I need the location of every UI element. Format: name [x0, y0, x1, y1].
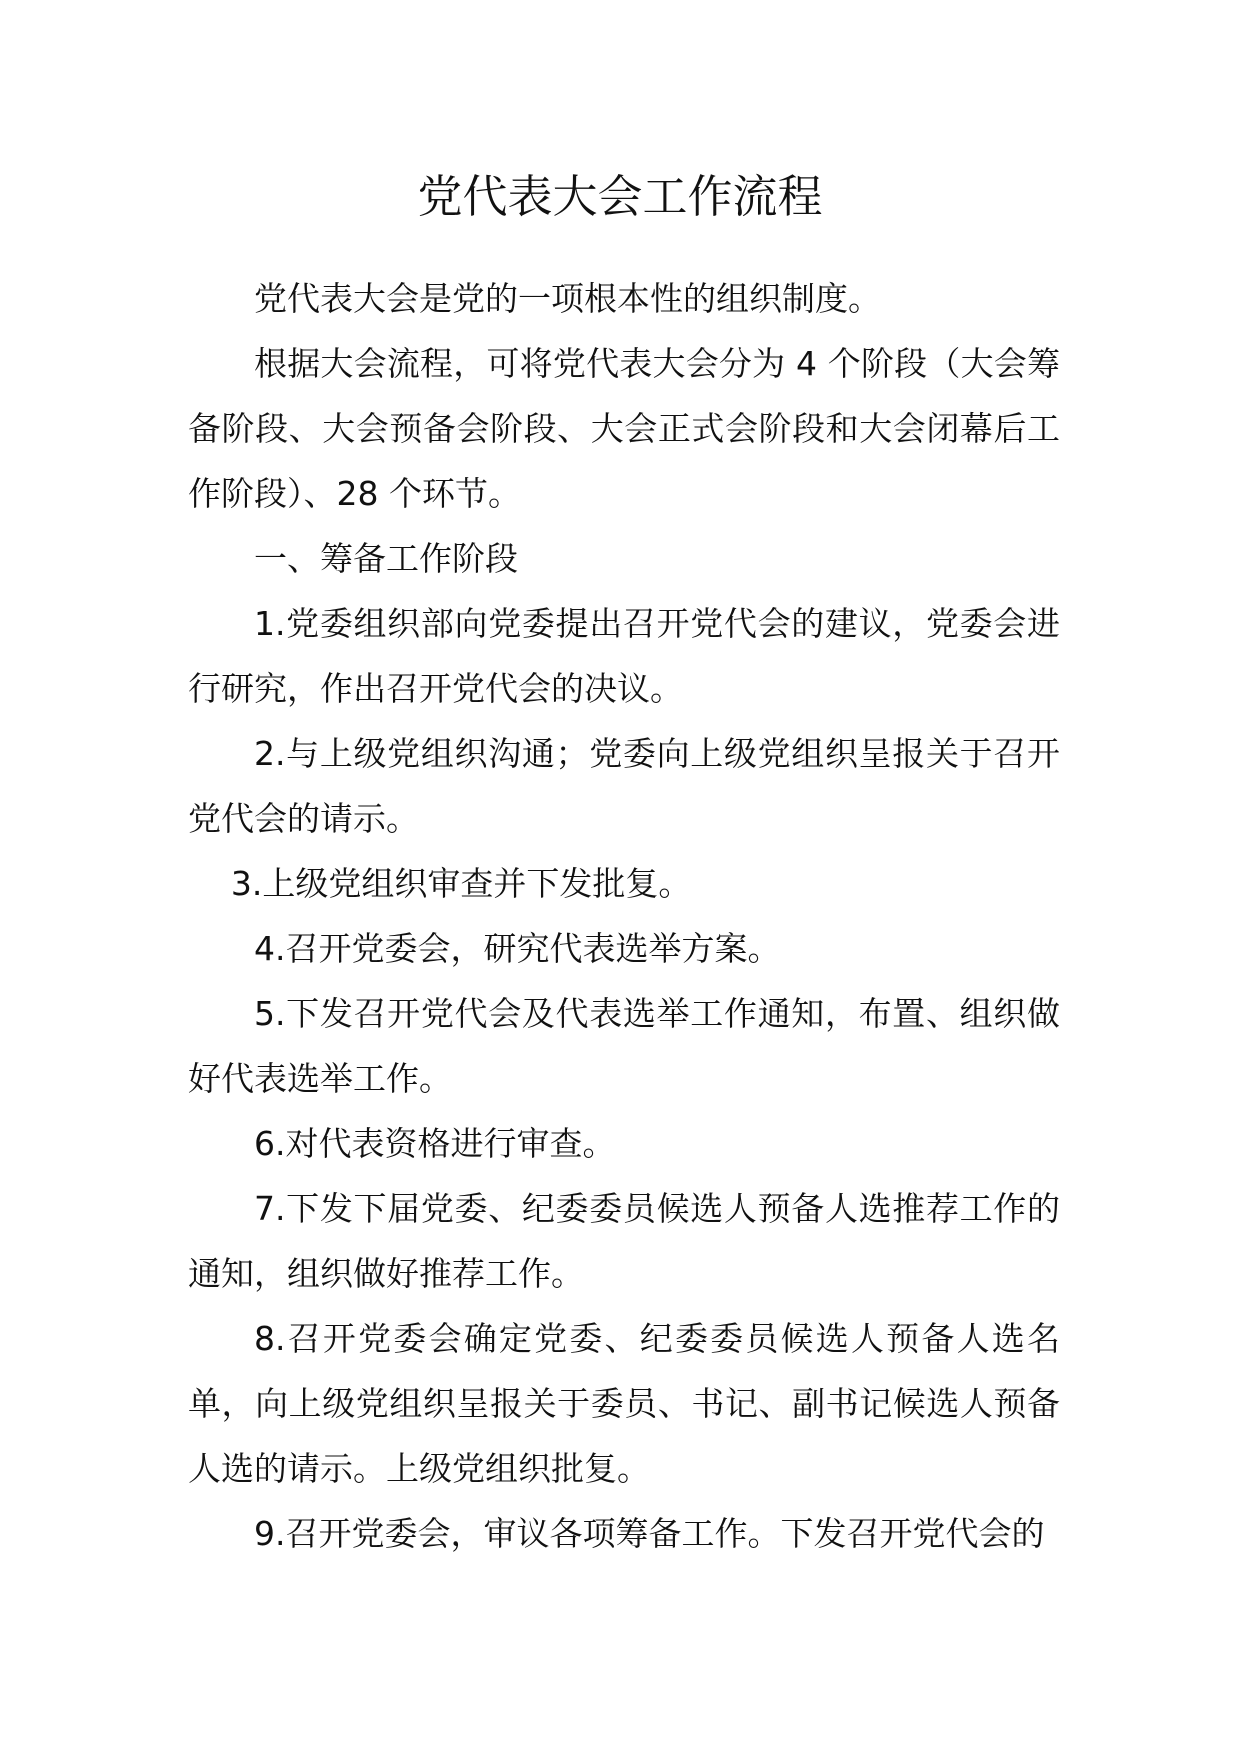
step-5: 5.下发召开党代会及代表选举工作通知，布置、组织做好代表选举工作。 [188, 994, 1060, 1098]
step-9: 9.召开党委会，审议各项筹备工作。下发召开党代会的 [254, 1514, 1045, 1553]
step-2: 2.与上级党组织沟通；党委向上级党组织呈报关于召开党代会的请示。 [188, 734, 1060, 838]
document-body [188, 266, 1060, 1566]
step-6: 6.对代表资格进行审查。 [254, 1124, 616, 1163]
paragraph-stages-overview: 根据大会流程，可将党代表大会分为 4 个阶段（大会筹备阶段、大会预备会阶段、大会正式会阶段和大会闭幕后工作阶段）、28 个环节。 [188, 344, 1060, 513]
paragraph-intro: 党代表大会是党的一项根本性的组织制度。 [254, 279, 881, 318]
step-7: 7.下发下届党委、纪委委员候选人预备人选推荐工作的通知，组织做好推荐工作。 [188, 1189, 1060, 1293]
step-1: 1.党委组织部向党委提出召开党代会的建议，党委会进行研究，作出召开党代会的决议。 [188, 604, 1060, 708]
section-heading-preparation: 一、筹备工作阶段 [254, 539, 518, 578]
document-title: 党代表大会工作流程 [417, 170, 823, 223]
step-4: 4.召开党委会，研究代表选举方案。 [254, 929, 781, 968]
step-3: 3.上级党组织审查并下发批复。 [230, 864, 692, 903]
step-8: 8.召开党委会确定党委、纪委委员候选人预备人选名单，向上级党组织呈报关于委员、书记、副书记候选人预备人选的请示。上级党组织批复。 [188, 1319, 1060, 1488]
